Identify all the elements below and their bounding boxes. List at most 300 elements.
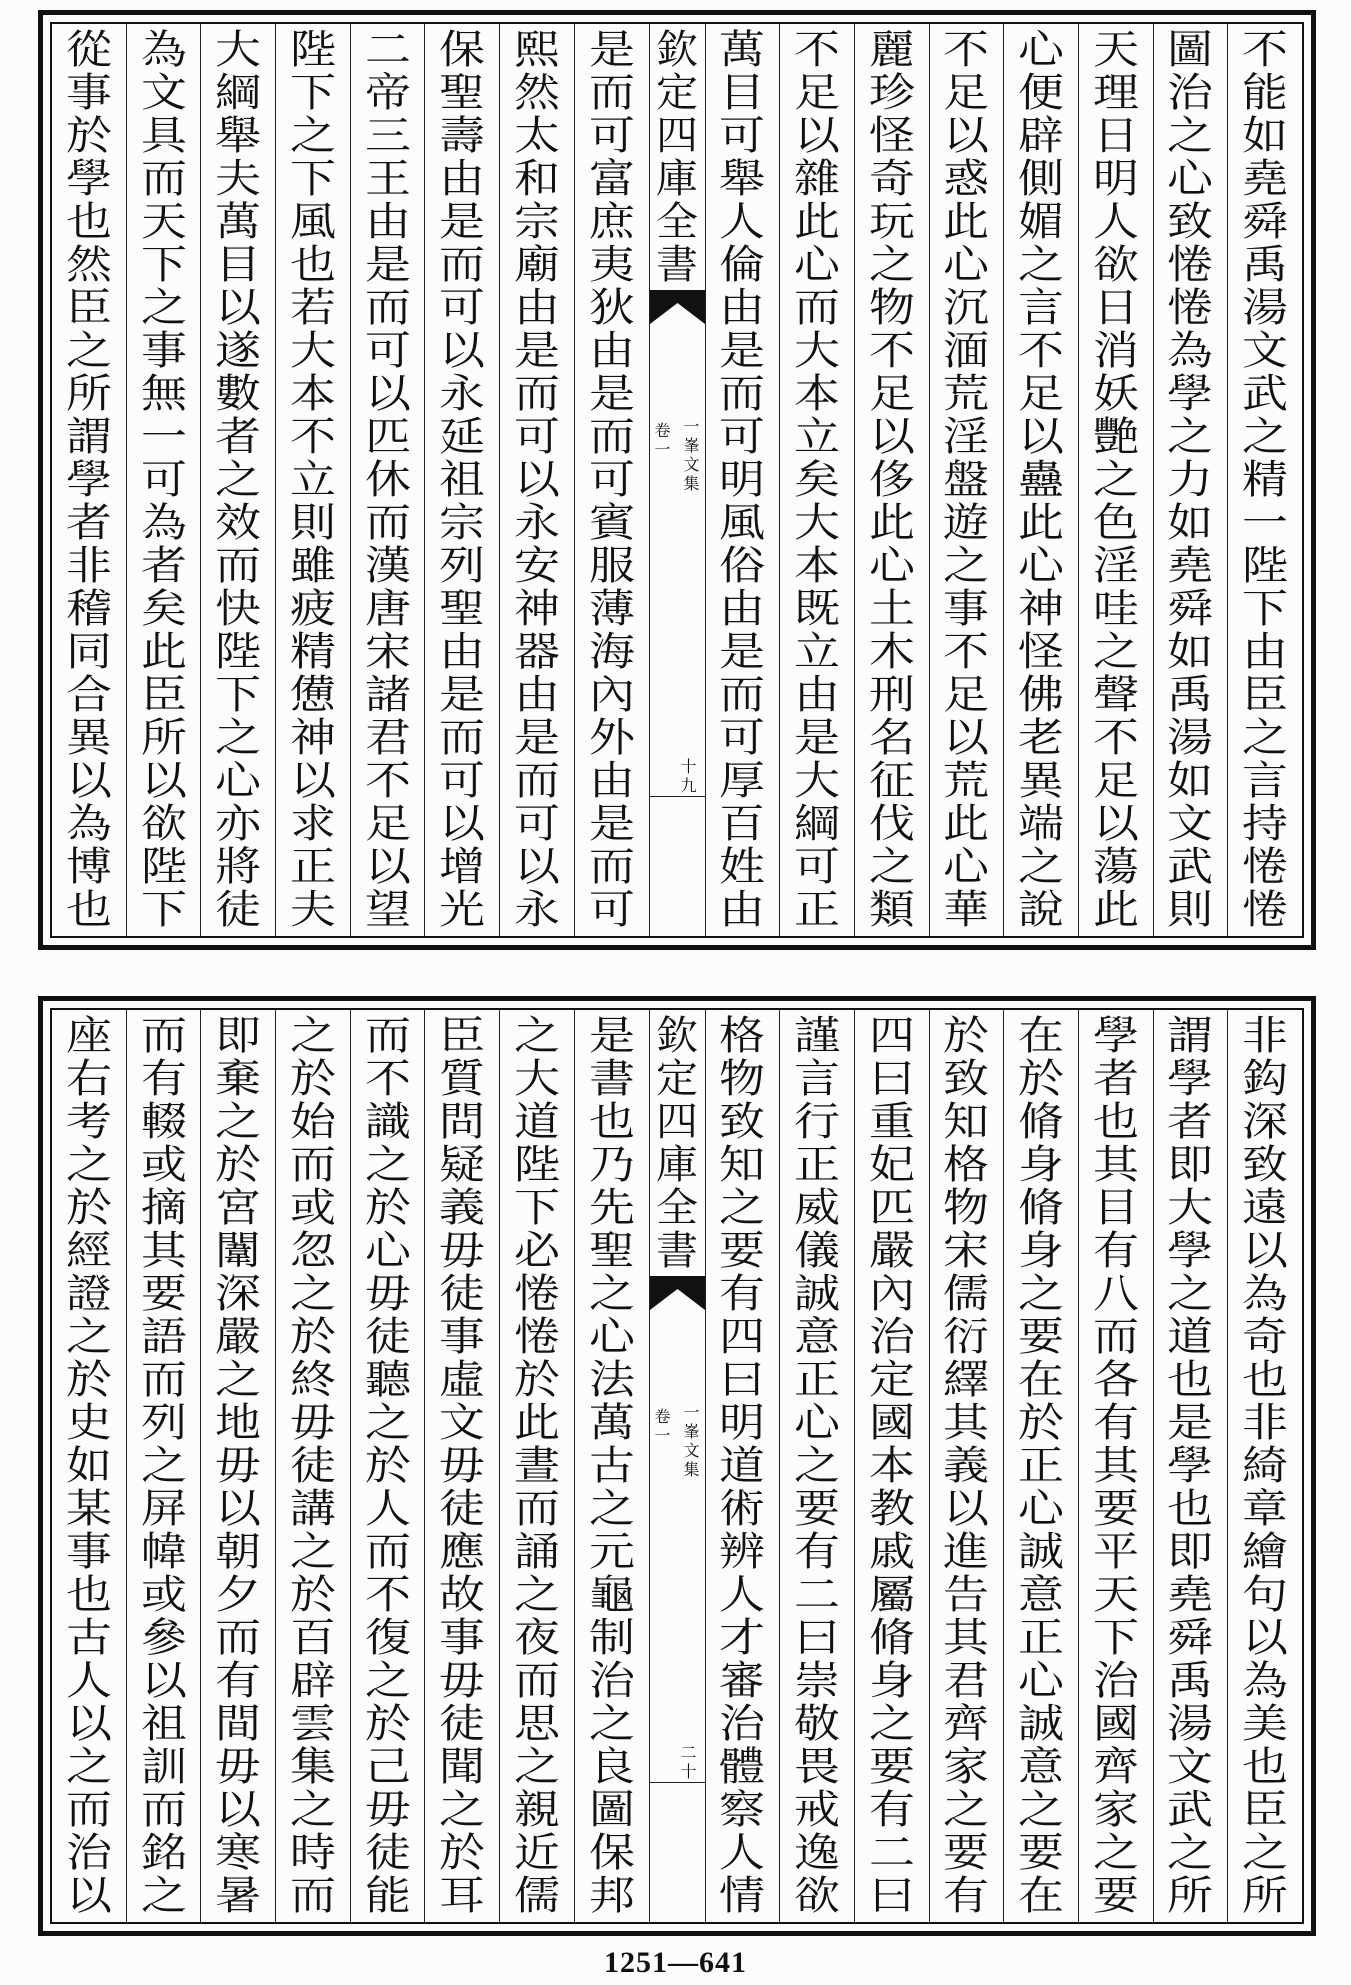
glyph: 色 [1092,500,1139,546]
glyph: 以 [65,1701,112,1747]
glyph: 之 [513,1572,560,1618]
glyph: 道 [1167,1314,1214,1360]
glyph: 繪 [1242,1529,1289,1575]
glyph: 宗 [439,500,486,546]
glyph: 庫 [656,156,698,202]
glyph: 無 [140,371,187,417]
glyph: 夕 [215,1572,262,1618]
glyph: 本 [289,371,336,417]
glyph: 制 [588,1615,635,1661]
glyph: 文 [1167,1744,1214,1790]
glyph: 之 [364,1400,411,1446]
glyph: 其 [1092,1443,1139,1489]
glyph: 怪 [1018,629,1065,675]
glyph: 之 [1242,715,1289,761]
glyph: 而 [513,758,560,804]
glyph: 徒 [439,1486,486,1532]
glyph: 要 [719,1228,766,1274]
glyph: 哇 [1092,586,1139,632]
glyph: 心 [943,844,990,890]
text-column [275,1010,350,1922]
glyph: 或 [140,1142,187,1188]
page-code: 1251—641 [604,1946,747,1979]
glyph: 之 [215,715,262,761]
glyph: 足 [1018,371,1065,417]
glyph: 意 [1018,1572,1065,1618]
glyph: 學 [1167,1443,1214,1489]
glyph: 光 [439,887,486,933]
text-column [574,1010,649,1922]
glyph: 由 [1242,629,1289,675]
glyph: 人 [719,1830,766,1876]
glyph: 卷 [654,421,671,440]
glyph: 明 [719,1400,766,1446]
glyph: 身 [1018,1142,1065,1188]
glyph: 立 [794,414,841,460]
glyph: 休 [364,457,411,503]
glyph: 海 [588,629,635,675]
glyph: 全 [656,199,698,245]
glyph: 繹 [943,1357,990,1403]
glyph: 曰 [868,1873,915,1919]
glyph: 謂 [65,414,112,460]
glyph: 虛 [439,1357,486,1403]
glyph: 以 [215,1486,262,1532]
glyph: 必 [513,1228,560,1274]
text-column [200,1010,275,1922]
text-column [424,1010,499,1922]
glyph: 審 [719,1658,766,1704]
glyph: 可 [513,414,560,460]
text-column [52,1010,126,1922]
glyph: 百 [289,1615,336,1661]
glyph: 之 [513,1744,560,1790]
glyph: 以 [65,758,112,804]
glyph: 有 [794,1529,841,1575]
glyph: 某 [65,1486,112,1532]
glyph: 即 [1167,1142,1214,1188]
glyph: 下 [215,672,262,718]
glyph: 是 [794,715,841,761]
glyph: 以 [1018,414,1065,460]
glyph: 以 [1242,1228,1289,1274]
glyph: 唐 [364,586,411,632]
text-column [1078,24,1153,936]
glyph: 此 [1092,887,1139,933]
glyph: 而 [513,371,560,417]
glyph: 舉 [719,156,766,202]
glyph: 列 [439,543,486,589]
glyph: 此 [943,199,990,245]
glyph: 由 [719,887,766,933]
glyph: 曰 [868,1056,915,1102]
glyph: 增 [439,844,486,890]
glyph: 太 [513,113,560,159]
glyph: 淫 [1092,543,1139,589]
glyph: 知 [719,1142,766,1188]
glyph: 徒 [439,1701,486,1747]
glyph: 宋 [943,1228,990,1274]
glyph: 遊 [943,500,990,546]
glyph: 以 [1242,1615,1289,1661]
glyph: 二 [364,27,411,73]
glyph: 不 [1242,27,1289,73]
glyph: 意 [1018,1744,1065,1790]
glyph: 沉 [943,285,990,331]
glyph: 可 [719,414,766,460]
glyph: 欲 [1092,242,1139,288]
glyph: 不 [868,328,915,374]
glyph: 是 [588,371,635,417]
glyph: 陛 [140,844,187,890]
glyph: 下 [140,887,187,933]
glyph: 大 [289,328,336,374]
glyph: 其 [140,1228,187,1274]
glyph: 力 [1167,457,1214,503]
glyph: 治 [868,1314,915,1360]
glyph: 為 [1242,1658,1289,1704]
glyph: 復 [364,1615,411,1661]
glyph: 足 [943,70,990,116]
glyph: 文 [439,1400,486,1446]
glyph: 湎 [943,328,990,374]
glyph: 臣 [439,1013,486,1059]
glyph: 惓 [513,1314,560,1360]
glyph: 毋 [215,1744,262,1790]
glyph: 以 [215,1787,262,1833]
glyph: 老 [1018,715,1065,761]
glyph: 也 [1167,1486,1214,1532]
glyph: 王 [364,156,411,202]
glyph: 一 [654,440,671,459]
glyph: 而 [439,242,486,288]
glyph: 也 [1092,1099,1139,1145]
glyph: 之 [1018,844,1065,890]
glyph: 刑 [868,672,915,718]
glyph: 雲 [289,1701,336,1747]
glyph: 脩 [1018,1099,1065,1145]
glyph: 正 [1018,1615,1065,1661]
glyph: 欽 [656,27,698,73]
glyph: 倫 [719,242,766,288]
glyph: 湯 [1167,1701,1214,1747]
glyph: 有 [140,1056,187,1102]
glyph: 所 [140,715,187,761]
glyph: 之 [65,1314,112,1360]
glyph: 心 [868,543,915,589]
glyph: 才 [719,1615,766,1661]
glyph: 欽 [656,1013,698,1059]
leaf-number [680,758,696,795]
glyph: 之 [1018,242,1065,288]
center-fold-column [649,1010,705,1922]
glyph: 之 [65,1744,112,1790]
glyph: 下 [289,70,336,116]
glyph: 於 [943,1013,990,1059]
glyph: 可 [588,457,635,503]
glyph: 為 [65,801,112,847]
glyph: 問 [439,1099,486,1145]
text-column [126,24,201,936]
glyph: 徒 [289,1443,336,1489]
glyph: 惓 [1167,285,1214,331]
glyph: 日 [1092,113,1139,159]
glyph: 事 [943,586,990,632]
glyph: 以 [943,113,990,159]
glyph: 也 [65,199,112,245]
glyph: 可 [588,113,635,159]
glyph: 立 [289,457,336,503]
glyph: 圖 [1167,27,1214,73]
glyph: 其 [1092,1142,1139,1188]
glyph: 夫 [289,887,336,933]
glyph: 曰 [719,1357,766,1403]
glyph: 戒 [794,1787,841,1833]
glyph: 之 [289,1013,336,1059]
glyph: 下 [140,242,187,288]
glyph: 惓 [1242,844,1289,890]
glyph: 熙 [513,27,560,73]
glyph: 家 [943,1744,990,1790]
glyph: 艷 [1092,414,1139,460]
glyph: 敬 [794,1701,841,1747]
glyph: 下 [1242,586,1289,632]
glyph: 心 [364,1228,411,1274]
glyph: 不 [364,758,411,804]
glyph: 而 [513,1486,560,1532]
glyph: 句 [1242,1572,1289,1618]
glyph: 延 [439,414,486,460]
glyph: 辟 [289,1658,336,1704]
text-column [275,24,350,936]
glyph: 具 [140,113,187,159]
glyph: 名 [868,715,915,761]
text-column [1227,24,1302,936]
glyph: 朝 [215,1529,262,1575]
glyph: 事 [65,70,112,116]
glyph: 四 [719,1314,766,1360]
glyph: 參 [140,1615,187,1661]
glyph: 誦 [513,1529,560,1575]
lower-fish-tail-line [650,1782,705,1783]
glyph: 也 [1167,1357,1214,1403]
glyph: 於 [289,1056,336,1102]
glyph: 銘 [140,1830,187,1876]
text-column [705,1010,780,1922]
glyph: 外 [588,715,635,761]
glyph: 良 [588,1744,635,1790]
glyph: 元 [588,1529,635,1575]
glyph: 萬 [588,1400,635,1446]
glyph: 匹 [868,1185,915,1231]
glyph: 而 [364,1529,411,1575]
glyph: 之 [65,1142,112,1188]
glyph: 遠 [1242,1185,1289,1231]
glyph: 是 [439,199,486,245]
glyph: 威 [794,1185,841,1231]
glyph: 文 [140,70,187,116]
glyph: 之 [868,242,915,288]
text-column [1153,1010,1228,1922]
glyph: 而 [439,715,486,761]
glyph: 而 [364,500,411,546]
glyph: 不 [364,1056,411,1102]
glyph: 之 [215,1099,262,1145]
glyph: 明 [719,457,766,503]
glyph: 之 [1167,414,1214,460]
glyph: 立 [794,629,841,675]
glyph: 綺 [1242,1443,1289,1489]
glyph: 集 [289,1744,336,1790]
glyph: 學 [1167,1228,1214,1274]
glyph: 賓 [588,500,635,546]
glyph: 以 [289,758,336,804]
glyph: 以 [140,758,187,804]
glyph: 以 [794,113,841,159]
glyph: 齊 [1092,1744,1139,1790]
glyph: 親 [513,1787,560,1833]
glyph: 體 [719,1744,766,1790]
glyph: 而 [140,1013,187,1059]
glyph: 事 [65,1529,112,1575]
glyph: 姓 [719,844,766,890]
glyph: 永 [439,371,486,417]
glyph: 之 [588,1486,635,1532]
glyph: 之 [868,1701,915,1747]
glyph: 以 [1092,801,1139,847]
glyph: 可 [513,801,560,847]
glyph: 之 [1018,1787,1065,1833]
text-column [854,24,929,936]
glyph: 本 [868,1443,915,1489]
glyph: 陛 [1242,543,1289,589]
glyph: 盤 [943,457,990,503]
glyph: 也 [65,887,112,933]
glyph: 保 [439,27,486,73]
glyph: 此 [794,199,841,245]
glyph: 同 [65,629,112,675]
glyph: 之 [364,1658,411,1704]
glyph: 座 [65,1013,112,1059]
glyph: 之 [794,1443,841,1489]
glyph: 矣 [140,586,187,632]
glyph: 晝 [513,1443,560,1489]
glyph: 之 [513,1013,560,1059]
fish-tail-mark [650,290,705,324]
glyph: 安 [513,543,560,589]
glyph: 是 [1167,1400,1214,1446]
glyph: 聽 [364,1357,411,1403]
glyph: 齊 [943,1701,990,1747]
glyph: 大 [215,27,262,73]
glyph: 也 [1242,1357,1289,1403]
glyph: 正 [1018,1443,1065,1489]
glyph: 可 [439,285,486,331]
glyph: 誠 [1018,1529,1065,1575]
text-column [424,24,499,936]
text-column [929,24,1004,936]
glyph: 萬 [215,199,262,245]
glyph: 不 [794,27,841,73]
glyph: 誠 [794,1271,841,1317]
glyph: 如 [1167,500,1214,546]
glyph: 徒 [364,1314,411,1360]
glyph: 神 [513,586,560,632]
glyph: 暑 [215,1873,262,1919]
collection-title [683,1404,699,1479]
glyph: 帝 [364,70,411,116]
glyph: 祖 [439,457,486,503]
glyph: 嚴 [215,1314,262,1360]
glyph: 狄 [588,285,635,331]
glyph: 聲 [1092,672,1139,718]
glyph: 三 [364,113,411,159]
glyph: 之 [140,1443,187,1489]
glyph: 於 [65,1185,112,1231]
glyph: 是 [513,715,560,761]
glyph: 而 [364,1013,411,1059]
glyph: 可 [439,758,486,804]
glyph: 定 [656,70,698,116]
glyph: 矣 [794,457,841,503]
glyph: 辨 [719,1529,766,1575]
glyph: 如 [1167,758,1214,804]
glyph: 日 [1092,285,1139,331]
text-column [1227,1010,1302,1922]
glyph: 以 [65,1873,112,1919]
glyph: 而 [364,285,411,331]
glyph: 可 [719,715,766,761]
glyph: 其 [943,1400,990,1446]
glyph: 之 [1242,414,1289,460]
text-column [499,1010,574,1922]
glyph: 言 [1242,758,1289,804]
glyph: 聖 [439,70,486,116]
glyph: 陛 [215,629,262,675]
glyph: 儒 [943,1271,990,1317]
glyph: 教 [868,1486,915,1532]
glyph: 目 [215,242,262,288]
glyph: 大 [794,758,841,804]
glyph: 集 [683,1460,700,1479]
glyph: 俗 [719,543,766,589]
glyph: 服 [588,543,635,589]
glyph: 臣 [1242,1787,1289,1833]
glyph: 以 [439,328,486,374]
glyph: 若 [289,285,336,331]
glyph: 二 [680,1743,697,1762]
glyph: 邦 [588,1873,635,1919]
text-column [1003,1010,1078,1922]
glyph: 時 [289,1830,336,1876]
glyph: 者 [1167,1099,1214,1145]
glyph: 神 [1018,586,1065,632]
glyph: 宮 [215,1185,262,1231]
glyph: 諸 [364,672,411,718]
center-fold-column [649,24,705,936]
glyph: 土 [868,586,915,632]
glyph: 足 [868,371,915,417]
glyph: 有 [943,1873,990,1919]
glyph: 舜 [1167,1615,1214,1661]
glyph: 正 [289,844,336,890]
glyph: 即 [1167,1529,1214,1575]
text-column [350,24,425,936]
glyph: 書 [588,1056,635,1102]
glyph: 之 [1167,1271,1214,1317]
glyph: 學 [1167,1056,1214,1102]
glyph: 講 [289,1486,336,1532]
